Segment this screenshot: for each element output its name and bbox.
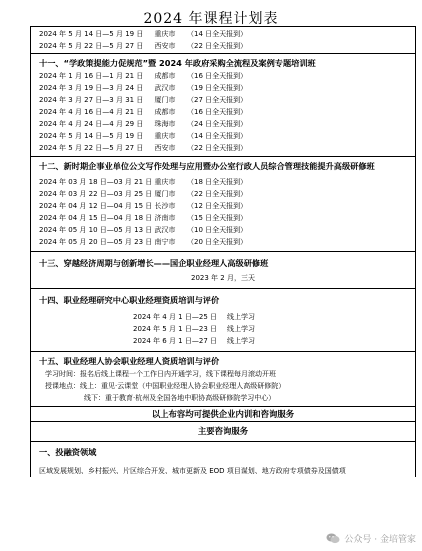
schedule-row: 2024 年 05 月 20 日—05 月 23 日 南宁市 （20 日全天报到） [39,238,248,246]
continuation-block [31,27,415,54]
section-title: 十四、职业经理研究中心职业经理资质培训与评价 [39,295,220,305]
schedule-row: 2024 年 03 月 22 日—03 月 25 日 厦门市 （22 日全天报到） [39,190,248,198]
wechat-icon [326,533,340,544]
schedule-row: 2024 年 1 月 16 日—1 月 21 日 成都市 （16 日全天报到） [39,72,248,80]
schedule-row: 2024 年 5 月 22 日—5 月 27 日 西安市 （22 日全天报到） [39,42,248,50]
schedule-row: 2024 年 4 月 16 日—4 月 21 日 成都市 （16 日全天报到） [39,108,248,116]
schedule-row: 2024 年 6 月 1 日—27 日 线上学习 [133,337,255,345]
schedule-row: 2024 年 03 月 18 日—03 月 21 日 重庆市 （18 日全天报到） [39,178,248,186]
page-title: 2024 年课程计划表 [143,11,279,27]
consulting-banner: 主要咨询服务 [197,426,249,436]
section-detail: 2023 年 2 月，三天 [191,274,255,282]
schedule-row: 2024 年 5 月 1 日—23 日 线上学习 [133,325,255,333]
section-title: 十一、“学政策提能力促规范”暨 2024 年政府采购全流程及案例专题培训班 [39,58,316,68]
info-line: 学习时间：报名后线上课程一个工作日内开通学习，线下课程每月滚动开班 [45,370,276,378]
info-line: 区域发展规划、乡村振兴、片区综合开发、城市更新及 EOD 项目谋划、地方政府专项债券及国债项 [39,467,346,475]
schedule-row: 2024 年 4 月 1 日—25 日 线上学习 [133,313,255,321]
schedule-row: 2024 年 04 月 12 日—04 月 15 日 长沙市 （12 日全天报到） [39,202,248,210]
section-15 [31,352,415,407]
info-line: 线下：重于教育·杭州及全国各地中职协高级研修院学习中心） [84,394,276,402]
course-table [30,26,416,477]
schedule-row: 2024 年 04 月 15 日—04 月 18 日 济南市 （15 日全天报到） [39,214,248,222]
banner-row [31,422,415,442]
schedule-row: 2024 年 5 月 14 日—5 月 19 日 重庆市 （14 日全天报到） [39,132,248,140]
section-11 [31,54,415,157]
schedule-row: 2024 年 3 月 19 日—3 月 24 日 武汉市 （19 日全天报到） [39,84,248,92]
watermark-text: 公众号 · 金培管家 [344,535,416,545]
section-13 [31,252,415,289]
consulting-section [31,442,415,477]
section-title: 十二、新时期企事业单位公文写作处理与应用暨办公室行政人员综合管理技能提升高级研修班 [39,161,375,171]
service-banner: 以上布容均可提供企业内训和咨询服务 [151,409,295,419]
schedule-row: 2024 年 5 月 14 日—5 月 19 日 重庆市 （14 日全天报到） [39,30,248,38]
section-title: 十三、穿越经济周期与创新增长——国企职业经理人高级研修班 [39,258,269,268]
section-14 [31,289,415,352]
section-title: 一、投融资领域 [39,447,97,457]
schedule-row: 2024 年 3 月 27 日—3 月 31 日 厦门市 （27 日全天报到） [39,96,248,104]
schedule-row: 2024 年 4 月 24 日—4 月 29 日 珠海市 （24 日全天报到） [39,120,248,128]
schedule-row: 2024 年 5 月 22 日—5 月 27 日 西安市 （22 日全天报到） [39,144,248,152]
section-title: 十五、职业经理人协会职业经理人资质培训与评价 [39,356,220,366]
banner-row [31,407,415,422]
schedule-row: 2024 年 05 月 10 日—05 月 13 日 武汉市 （10 日全天报到） [39,226,248,234]
section-12 [31,157,415,252]
info-line: 授课地点：线上：重见·云课堂（中国职业经理人协会职业经理人高级研修院） [45,382,286,390]
watermark [326,532,416,545]
